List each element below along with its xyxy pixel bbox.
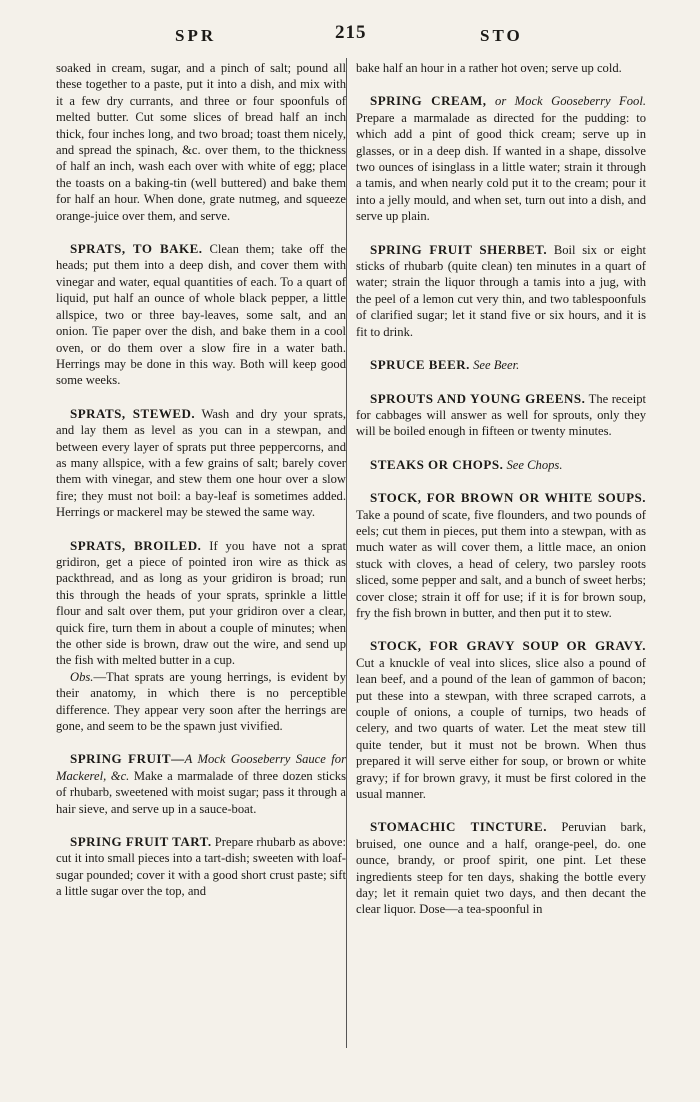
continuation-paragraph — [56, 60, 346, 224]
entry-heading: SPRING FRUIT— — [70, 751, 185, 767]
cross-reference: See Chops. — [506, 457, 563, 472]
entry-heading: SPRING FRUIT SHERBET. — [370, 241, 548, 257]
entry-heading: SPROUTS AND YOUNG GREENS. — [370, 390, 586, 406]
paragraph-text: soaked in cream, sugar, and a pinch of salt; pound all these together to a paste, put it into a dish, and mix with it a few dry currants, and three or four spoonfuls of melted butter. Cut some slices of bread half an inch thick, four inches long, and two broad; toast them nicely, and spread the spinach, &c. over them, to the thickness of half an inch, wash each over with white of egg; place the toasts on a baking-tin (well buttered) and bake them for half an hour. When done, grate nutmeg, and squeeze orange-juice over them, and serve. — [56, 61, 346, 223]
page-number: 215 — [335, 22, 367, 43]
entry-text: Peruvian bark, bruised, one ounce and a half, orange-peel, do. one ounce, brandy, or proof spirit, one pint. Let these ingredients steep for ten days, shaking the bottle every day; let it remain quiet two days, and then decant the clear liquor. Dose—a tea-spoonful in — [356, 820, 646, 917]
entry-text: Cut a knuckle of veal into slices, slice also a pound of lean beef, and a pound of the lean of gammon of bacon; put these into a stewpan, with three scraped carrots, a couple of onions, a couple of turnips, two heads of celery, and two quarts of water. Let the meat stew till quite tender, but it must not be brown. When thus prepared it will serve either for soup, or brown or white gravy; if for brown gravy, it must be first colored in the usual manner. — [356, 655, 646, 802]
entry-stomachic-tincture — [356, 819, 646, 917]
header-left-guide: SPR — [175, 26, 217, 45]
note-text: —That sprats are young herrings, is evident by their anatomy, in which there is no perceptible difference. They appear very soon after the herrings are gone, and seem to be the spawn just vivified. — [56, 669, 346, 734]
column-divider — [346, 58, 347, 1048]
entry-sprats-to-bake — [56, 241, 346, 389]
entry-stock-brown-white-soups — [356, 490, 646, 621]
entry-text: Prepare rhubarb as above: cut it into small pieces into a tart-dish; sweeten with loaf-sugar pounded; cover it with a good short crust paste; sift a little sugar over the top, and — [56, 835, 346, 899]
entry-stock-gravy-soup — [356, 638, 646, 802]
entry-text: Wash and dry your sprats, and lay them as level as you can in a stewpan, and between every layer of sprats put three peppercorns, and as many allspice, with a few grains of salt; barely cover them with vinegar, and stew them one hour over a slow fire; they must not boil: a bay-leaf is sometimes added. Herrings or mackerel may be stewed the same way. — [56, 406, 347, 520]
left-column — [56, 60, 346, 917]
entry-text: The receipt for cabbages will answer as well for sprouts, only they will be boiled enough in fifteen or twenty minutes. — [356, 391, 646, 439]
entry-heading: SPRATS, TO BAKE. — [70, 241, 203, 257]
entry-text: Make a marmalade of three dozen sticks of rhubarb, sweetened with moist sugar; pass it through a hair sieve, and serve up in a sauce-boat. — [56, 768, 346, 816]
entry-heading: STEAKS OR CHOPS. — [370, 456, 504, 472]
entry-text: If you have not a sprat gridiron, get a piece of pointed iron wire as thick as packthread, and as long as your gridiron is broad; run this through the heads of your sprats, sprinkle a little flour and salt over them, put your gridiron over a clear, quick fire, turn them in about a couple of minutes; when the other side is brown, draw out the wire, and send up the fish with melted butter in a cup. — [56, 538, 346, 668]
entry-text: Prepare a marmalade as directed for the pudding: to which add a pint of good thick cream; serve up in glasses, or in a deep dish. If wanted in a shape, dissolve two ounces of isinglass in a little water; strain it through a tamis, and when nearly cold put it to the cream; pour it into a jelly mould, and when set, turn out into a dish, and serve up plain. — [356, 110, 646, 224]
entry-heading: SPRUCE BEER. — [370, 357, 470, 373]
entry-sprats-broiled — [56, 538, 346, 735]
entry-spring-fruit-tart — [56, 834, 346, 900]
entry-spring-fruit-sherbet — [356, 242, 646, 340]
running-header — [0, 22, 700, 48]
entry-heading: SPRATS, BROILED. — [70, 537, 202, 553]
entry-subheading: or Mock Gooseberry Fool. — [495, 94, 646, 109]
note-label: Obs. — [70, 669, 94, 684]
entry-heading: SPRATS, STEWED. — [70, 405, 196, 421]
continuation-paragraph — [356, 60, 646, 76]
entry-text: Clean them; take off the heads; put them into a deep dish, and cover them with vinegar and water, equal quantities of each. To a quart of liquid, put half an ounce of whole black pepper, a little allspice, two or three bay-leaves, some salt, and an onion. Tie paper over the dish, and bake them in a cool oven, or do them over a slow fire in a water bath. Herrings may be done in this way. Both will keep good some weeks. — [56, 242, 346, 388]
entry-heading: STOCK, FOR GRAVY SOUP OR GRAVY. — [370, 638, 646, 654]
entry-text: Boil six or eight sticks of rhubarb (quite clean) ten minutes in a quart of water; strain the liquor through a tamis into a jug, with the peel of a lemon cut very thin, and two tablespoonfuls of clarified sugar; let it stand five or six hours, and it is fit to drink. — [356, 242, 647, 339]
entry-sprats-stewed — [56, 406, 346, 521]
entry-spring-cream — [356, 93, 646, 224]
entry-subheading: A Mock Gooseberry Sauce for Mackerel, &c. — [56, 752, 346, 783]
observation-note — [56, 669, 346, 735]
paragraph-text: bake half an hour in a rather hot oven; serve up cold. — [356, 61, 622, 75]
header-right-guide: STO — [480, 26, 523, 45]
right-column — [356, 60, 646, 935]
cross-reference: See Beer. — [473, 358, 520, 373]
entry-spring-fruit — [56, 751, 346, 817]
entry-sprouts-young-greens — [356, 391, 646, 440]
entry-heading: SPRING CREAM, — [370, 93, 487, 109]
entry-heading: STOCK, FOR BROWN OR WHITE SOUPS. — [370, 490, 646, 506]
entry-heading: STOMACHIC TINCTURE. — [370, 819, 547, 835]
entry-steaks-or-chops — [356, 457, 646, 473]
entry-text: Take a pound of scate, five flounders, and two pounds of eels; cut them in pieces, put them into a stewpan, with as much water as will cover them, a little mace, an onion stuck with cloves, a head of celery, two parsley roots sliced, some pepper and salt, and a bunch of sweet herbs; cover close; strain it off for use; if it is for brown soup, fry the fish brown in butter, and then put it to stew. — [356, 507, 646, 620]
entry-spruce-beer — [356, 357, 646, 373]
entry-heading: SPRING FRUIT TART. — [70, 834, 212, 850]
